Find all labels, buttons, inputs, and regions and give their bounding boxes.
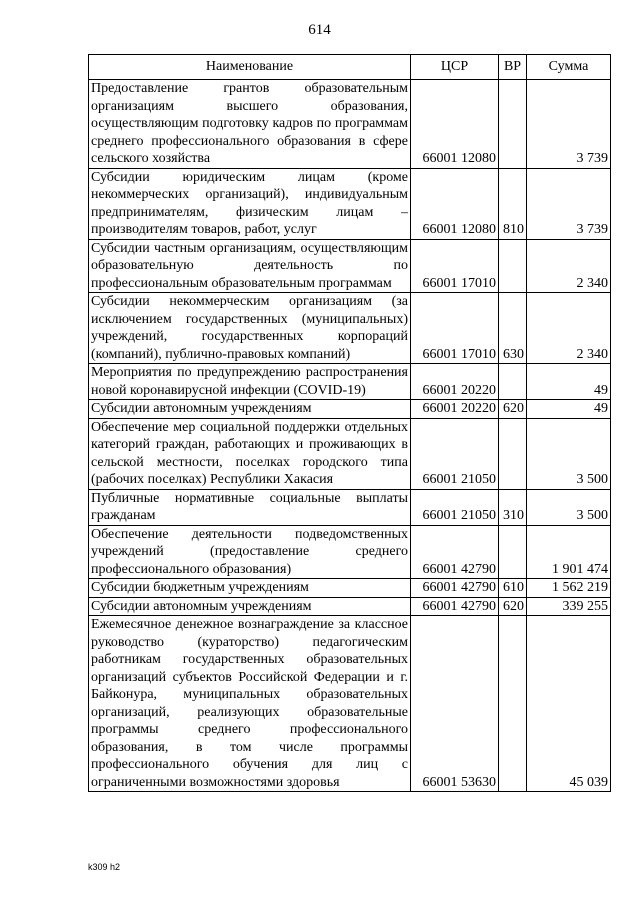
row-sum: 3 500 bbox=[527, 418, 611, 489]
table-row bbox=[89, 168, 611, 239]
row-name: Мероприятия по предупреждению распространения новой коронавирусной инфекции (COVID-19) bbox=[89, 364, 411, 400]
row-csr: 66001 53630 bbox=[411, 616, 499, 792]
table-row bbox=[89, 597, 611, 616]
table-row bbox=[89, 489, 611, 525]
page-number: 614 bbox=[308, 22, 331, 38]
row-vr bbox=[499, 80, 527, 169]
row-name: Субсидии автономным учреждениям bbox=[89, 400, 411, 419]
row-name: Обеспечение мер социальной поддержки отдельных категорий граждан, работающих и проживающих в сельской местности, поселках городского типа (рабочих поселках) Республики Хакасия bbox=[89, 418, 411, 489]
row-sum: 49 bbox=[527, 400, 611, 419]
header-name: Наименование bbox=[89, 55, 411, 80]
row-sum: 2 340 bbox=[527, 293, 611, 364]
row-vr bbox=[499, 239, 527, 293]
row-name: Обеспечение деятельности подведомственных учреждений (предоставление среднего профессионального образования) bbox=[89, 525, 411, 579]
row-sum: 3 739 bbox=[527, 168, 611, 239]
row-csr: 66001 17010 bbox=[411, 293, 499, 364]
row-csr: 66001 17010 bbox=[411, 239, 499, 293]
row-sum: 339 255 bbox=[527, 597, 611, 616]
row-vr bbox=[499, 364, 527, 400]
row-sum: 2 340 bbox=[527, 239, 611, 293]
footer-code: k309 h2 bbox=[88, 862, 121, 872]
table-row bbox=[89, 418, 611, 489]
row-name: Предоставление грантов образовательным организациям высшего образования, осуществляющим подготовку кадров по программам среднего профессионального образования в сфере сельского хозяйства bbox=[89, 80, 411, 169]
row-vr: 310 bbox=[499, 489, 527, 525]
row-vr: 620 bbox=[499, 597, 527, 616]
header-csr: ЦСР bbox=[411, 55, 499, 80]
table-row bbox=[89, 525, 611, 579]
row-vr bbox=[499, 616, 527, 792]
row-csr: 66001 21050 bbox=[411, 418, 499, 489]
row-vr: 630 bbox=[499, 293, 527, 364]
row-name: Субсидии автономным учреждениям bbox=[89, 597, 411, 616]
row-name: Ежемесячное денежное вознаграждение за классное руководство (кураторство) педагогическим работникам государственных образовательных организаций субъектов Российской Федерации и г. Байконура, муниципальных образовательных организаций, реализующих образовательные программы среднего профессионального образования, в том числе программы профессионального обучения для лиц с ограниченными возможностями здоровья bbox=[89, 616, 411, 792]
row-csr: 66001 42790 bbox=[411, 579, 499, 598]
header-vr: ВР bbox=[499, 55, 527, 80]
row-name: Субсидии частным организациям, осуществляющим образовательную деятельность по профессиональным образовательным программам bbox=[89, 239, 411, 293]
header-sum: Сумма bbox=[527, 55, 611, 80]
budget-table bbox=[88, 54, 611, 792]
table-row bbox=[89, 616, 611, 792]
row-vr bbox=[499, 525, 527, 579]
row-sum: 3 739 bbox=[527, 80, 611, 169]
row-csr: 66001 20220 bbox=[411, 364, 499, 400]
table-row bbox=[89, 239, 611, 293]
row-vr: 620 bbox=[499, 400, 527, 419]
table-header-row bbox=[89, 55, 611, 80]
row-sum: 1 562 219 bbox=[527, 579, 611, 598]
row-name: Субсидии некоммерческим организациям (за исключением государственных (муниципальных) учреждений, государственных корпораций (компаний), публично-правовых компаний) bbox=[89, 293, 411, 364]
row-name: Субсидии бюджетным учреждениям bbox=[89, 579, 411, 598]
row-csr: 66001 12080 bbox=[411, 168, 499, 239]
table-row bbox=[89, 80, 611, 169]
table-row bbox=[89, 579, 611, 598]
row-name: Публичные нормативные социальные выплаты гражданам bbox=[89, 489, 411, 525]
row-csr: 66001 21050 bbox=[411, 489, 499, 525]
row-csr: 66001 12080 bbox=[411, 80, 499, 169]
table-row bbox=[89, 400, 611, 419]
row-vr: 810 bbox=[499, 168, 527, 239]
table-row bbox=[89, 293, 611, 364]
row-sum: 45 039 bbox=[527, 616, 611, 792]
table-row bbox=[89, 364, 611, 400]
row-name: Субсидии юридическим лицам (кроме некоммерческих организаций), индивидуальным предпринимателям, физическим лицам – производителям товаров, работ, услуг bbox=[89, 168, 411, 239]
row-vr bbox=[499, 418, 527, 489]
row-sum: 49 bbox=[527, 364, 611, 400]
row-csr: 66001 20220 bbox=[411, 400, 499, 419]
row-vr: 610 bbox=[499, 579, 527, 598]
row-sum: 3 500 bbox=[527, 489, 611, 525]
row-csr: 66001 42790 bbox=[411, 597, 499, 616]
row-sum: 1 901 474 bbox=[527, 525, 611, 579]
row-csr: 66001 42790 bbox=[411, 525, 499, 579]
